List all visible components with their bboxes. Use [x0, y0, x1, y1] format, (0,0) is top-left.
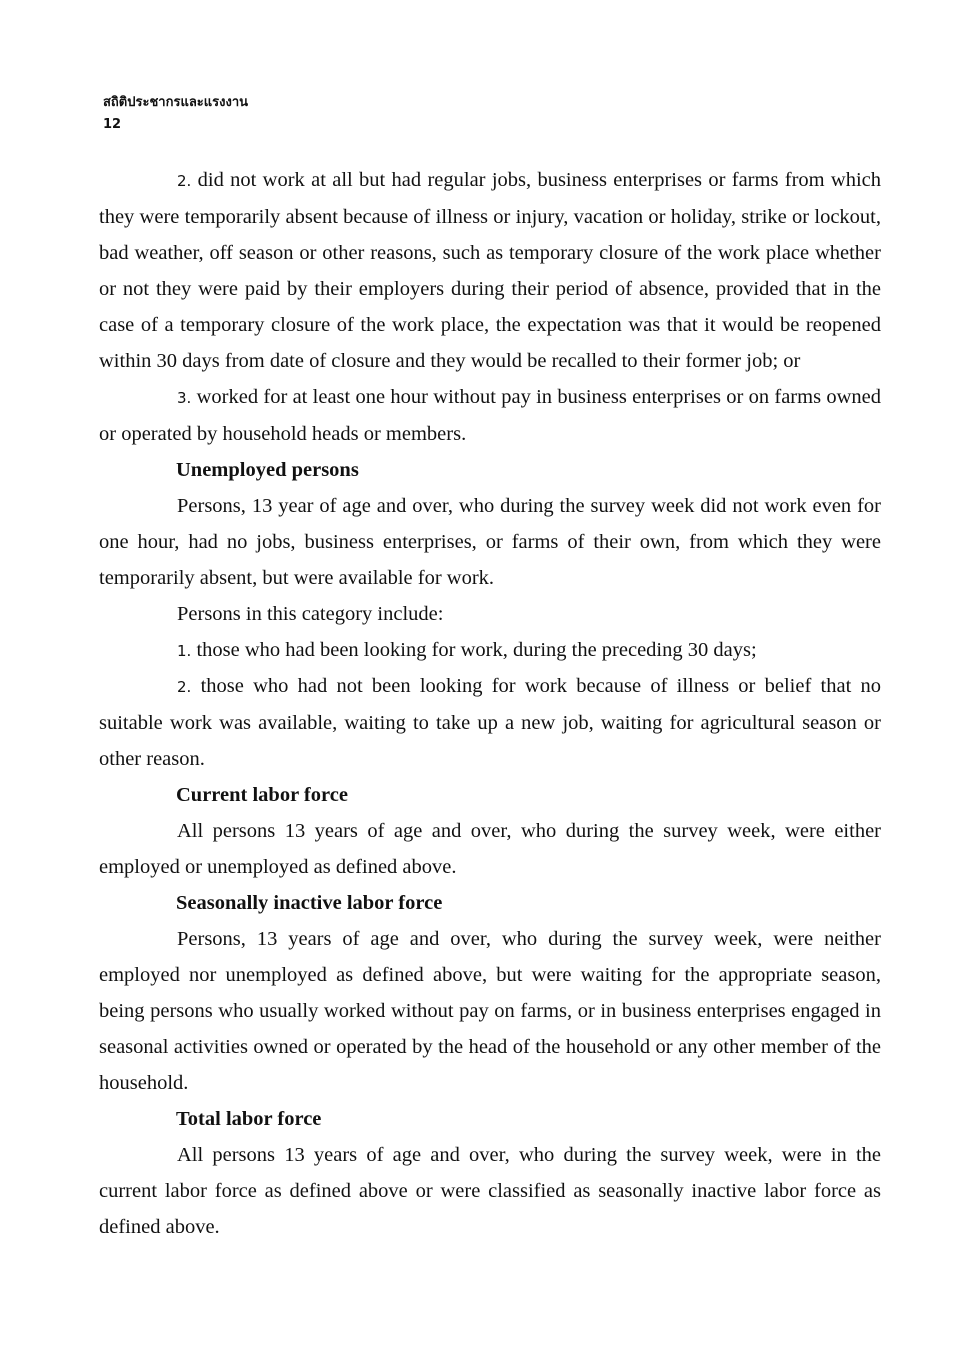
paragraph-text: did not work at all but had regular jobs, business enterprises or farms from which they were temporarily absent because of illness or injury, vacation or holiday, strike or lockout, bad weather, off season or other reasons, such as temporary closure of the work place whether or not they were paid by their employers during their period of absence, provided that in the case of a temporary closure of the work place, the expectation was that it would be reopened within 30 days from date of closure and they would be recalled to their former job; or — [99, 169, 882, 372]
definition-unemployed-persons: Persons, 13 year of age and over, who during the survey week did not work even for one hour, had no jobs, business enterprises, or farms of their own, from which they were temporarily absent, but were available for work. — [99, 495, 881, 589]
paragraph-employed-condition-3 — [99, 379, 881, 452]
body-text — [99, 162, 881, 1245]
paragraph-text: worked for at least one hour without pay in business enterprises or on farms owned or operated by household heads or members. — [99, 386, 881, 445]
list-item-1 — [99, 632, 881, 668]
list-number: 1. — [177, 642, 192, 660]
heading-unemployed-persons: Unemployed persons — [176, 459, 359, 481]
running-header — [103, 92, 248, 136]
list-item-text: those who had been looking for work, during the preceding 30 days; — [196, 639, 757, 661]
list-item-2 — [99, 668, 881, 777]
page-number: 12 — [103, 117, 122, 132]
list-number: 2. — [177, 172, 192, 190]
heading-total-labor-force: Total labor force — [176, 1108, 322, 1130]
list-item-text: those who had not been looking for work because of illness or belief that no suitable work was available, waiting to take up a new job, waiting for agricultural season or other reason. — [99, 675, 881, 770]
definition-total-labor-force: All persons 13 years of age and over, who during the survey week, were in the current labor force as defined above or were classified as seasonally inactive labor force as defined above. — [99, 1144, 881, 1238]
heading-seasonally-inactive: Seasonally inactive labor force — [176, 892, 443, 914]
heading-current-labor-force: Current labor force — [176, 784, 348, 806]
definition-seasonally-inactive: Persons, 13 years of age and over, who during the survey week, were neither employed nor unemployed as defined above, but were waiting for the appropriate season, being persons who usually worked without pay on farms, or in business enterprises engaged in seasonal activities owned or operated by the head of the household or any other member of the household. — [99, 928, 881, 1094]
list-number: 3. — [177, 389, 192, 407]
paragraph-employed-condition-2 — [99, 162, 881, 379]
publication-title: สถิติประชากรและแรงงาน — [103, 95, 249, 110]
definition-current-labor-force: All persons 13 years of age and over, who during the survey week, were either employed or unemployed as defined above. — [99, 820, 881, 878]
category-intro: Persons in this category include: — [177, 603, 444, 625]
list-number: 2. — [177, 678, 192, 696]
